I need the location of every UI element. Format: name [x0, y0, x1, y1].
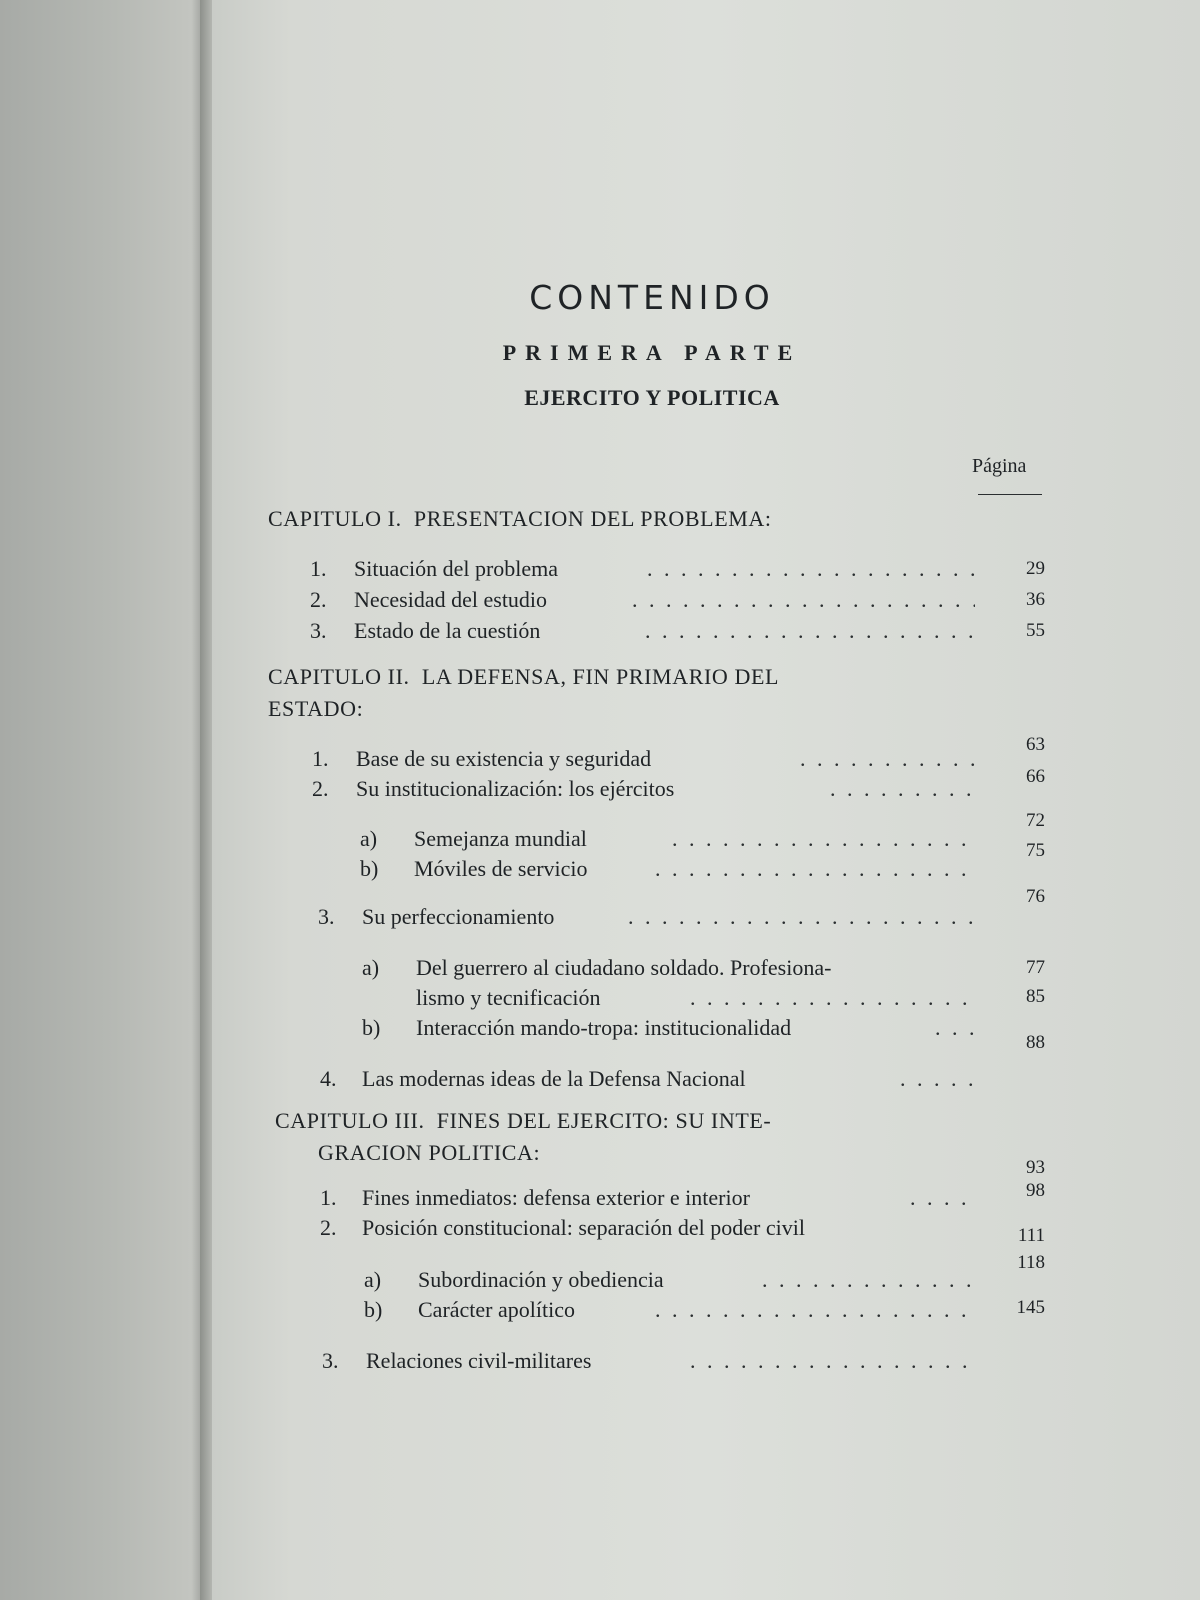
page-number: 76 — [1026, 886, 1045, 907]
leader-dots — [900, 1066, 975, 1092]
leader-dots — [628, 904, 975, 930]
chapter-1-heading: CAPITULO I. PRESENTACION DEL PROBLEMA: — [268, 506, 772, 531]
leader-dots — [655, 1297, 975, 1323]
leader-dots — [632, 587, 975, 613]
page-number: 145 — [1016, 1297, 1045, 1318]
leader-dots — [655, 856, 975, 882]
page-number: 85 — [1026, 986, 1045, 1007]
page-number: 88 — [1026, 1032, 1045, 1053]
page-number: 55 — [1026, 620, 1045, 641]
leader-dots — [910, 1185, 975, 1211]
chapter-3-heading: CAPITULO III. FINES DEL EJERCITO: SU INTE- — [275, 1108, 772, 1133]
part-heading: PRIMERA PARTE — [502, 340, 802, 365]
page-number: 118 — [1017, 1252, 1045, 1273]
leader-dots — [690, 1348, 975, 1374]
page-number: 36 — [1026, 589, 1045, 610]
chapter-2-heading-cont: ESTADO: — [268, 696, 364, 721]
page-title: CONTENIDO — [529, 278, 775, 317]
page-number: 75 — [1026, 840, 1045, 861]
page-number: 98 — [1026, 1180, 1045, 1201]
page-number: 111 — [1017, 1225, 1045, 1246]
page-number: 77 — [1026, 957, 1045, 978]
leader-dots — [647, 556, 975, 582]
leader-dots — [800, 746, 975, 772]
leader-dots — [672, 826, 975, 852]
leader-dots — [645, 618, 975, 644]
leader-dots — [690, 985, 975, 1011]
section-heading: EJERCITO Y POLITICA — [524, 385, 780, 410]
page-column-label: Página — [972, 455, 1027, 477]
chapter-2-heading: CAPITULO II. LA DEFENSA, FIN PRIMARIO DEL — [268, 664, 780, 689]
leader-dots — [935, 1015, 975, 1041]
page-number: 63 — [1026, 734, 1045, 755]
page-number: 66 — [1026, 766, 1045, 787]
table-of-contents: CAPITULO I. PRESENTACION DEL PROBLEMA: 1. Situación del problema . . . 29 2. Necesidad del estudio . . . 36 3. Estado de la cuestión . . . 55 CAPITULO II. LA DEFENSA, FIN PRIMARIO DEL ESTADO: 1. Base de su existencia y seguridad . . . 63 2. Su institucionalización: los ejércitos . . . 66 a) Semejanza mundial . . . 72 b) Móviles de servicio . . . 75 3. Su perfeccionamiento . . . 76 a) Del guerrero al ciudadano soldado. Profesiona- 77 lismo y tecnificación . . . 85 b) Interacción mando-tropa: institucionalidad . . . 4. Las modernas ideas de la Defensa Nacional . . . 88 CAPITULO III. FINES DEL EJERCITO: SU INTE- GRACION POLITICA: 1. Fines inmediatos: defensa exterior e interior . . . 93 2. Posición constitucional: separación del poder civil 98 a) Subordinación y obediencia . . . 111 b) Carácter apolítico . . . 118 3. Relaciones civil-militares . . . 145 — [0, 0, 1200, 1600]
leader-dots — [762, 1267, 975, 1293]
chapter-3-heading-cont: GRACION POLITICA: — [318, 1140, 541, 1165]
page-number: 72 — [1026, 810, 1045, 831]
page-number: 29 — [1026, 558, 1045, 579]
leader-dots — [830, 776, 975, 802]
page-number: 93 — [1026, 1157, 1045, 1178]
